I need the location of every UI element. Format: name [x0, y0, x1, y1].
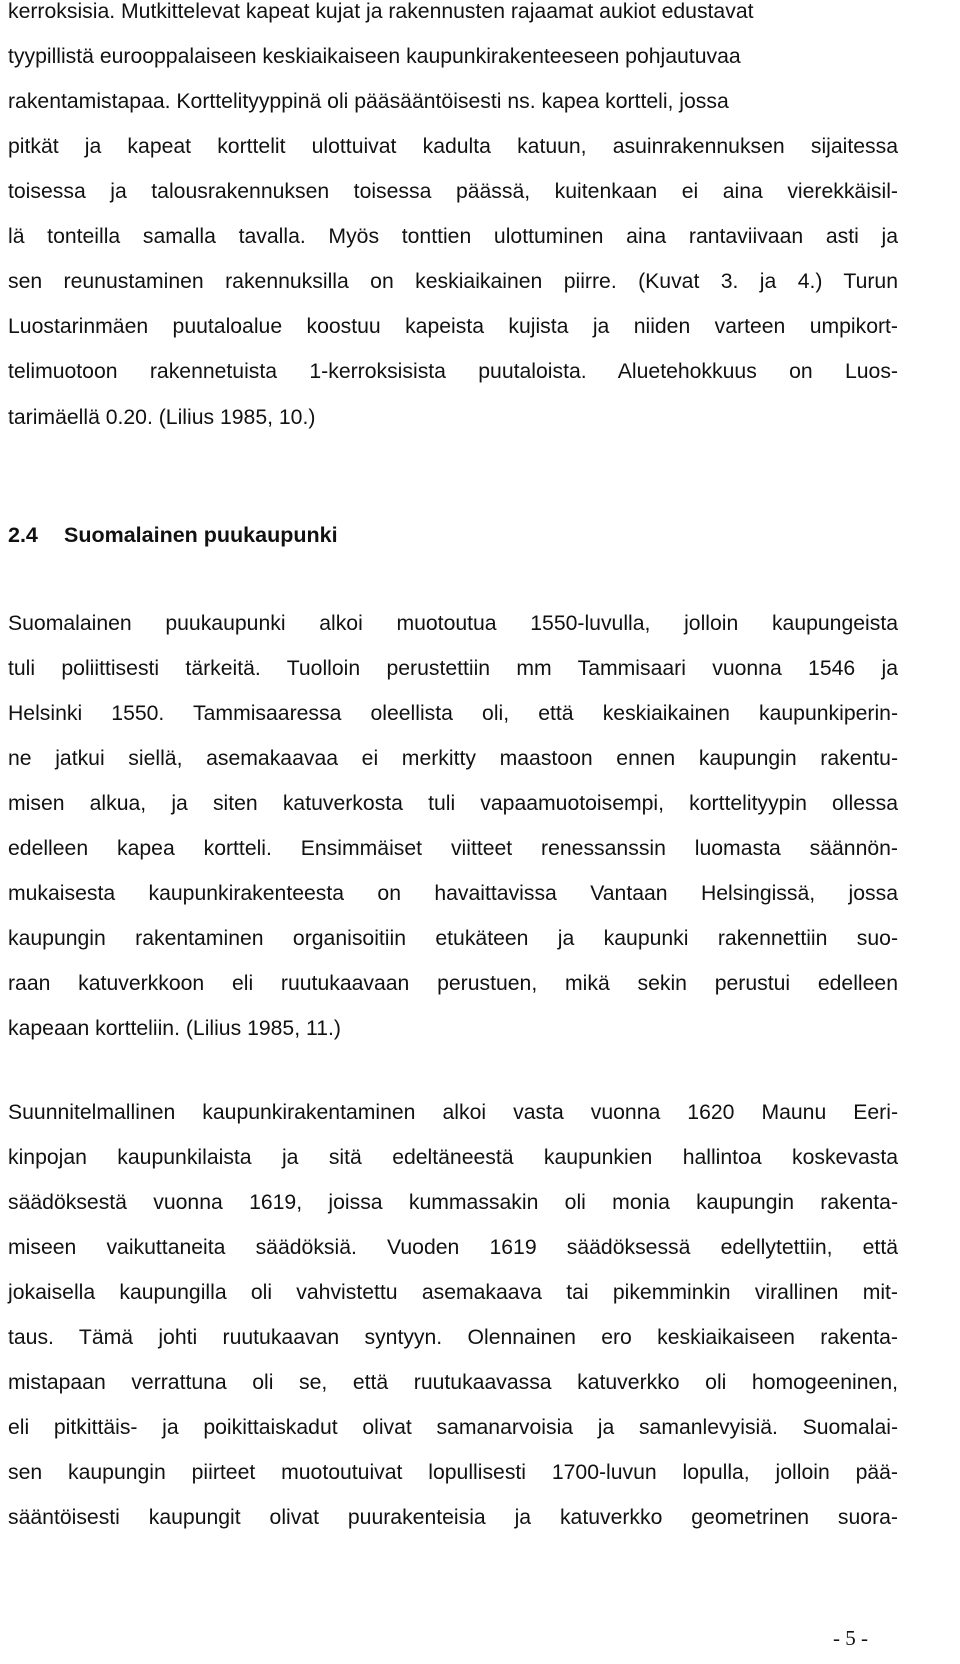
- page-number-footer: [0, 1624, 868, 1652]
- text-line: kinpojan kaupunkilaista ja sitä edeltäneestä kaupunkien hallintoa koskevasta: [8, 1146, 898, 1169]
- text-line: sääntöisesti kaupungit olivat puurakenteisia ja katuverkko geometrinen suora-: [8, 1506, 898, 1529]
- text-line: miseen vaikuttaneita säädöksiä. Vuoden 1619 säädöksessä edellytettiin, että: [8, 1236, 898, 1259]
- text-line: pitkät ja kapeat korttelit ulottuivat kadulta katuun, asuinrakennuksen sijaitessa: [8, 135, 898, 158]
- text-line: Suomalainen puukaupunki alkoi muotoutua 1550-luvulla, jolloin kaupungeista: [8, 612, 898, 635]
- text-line: raan katuverkkoon eli ruutukaavaan perustuen, mikä sekin perustui edelleen: [8, 972, 898, 995]
- text-line: Luostarinmäen puutaloalue koostuu kapeista kujista ja niiden varteen umpikort-: [8, 315, 898, 338]
- text-line: toisessa ja talousrakennuksen toisessa päässä, kuitenkaan ei aina vierekkäisil-: [8, 180, 898, 203]
- text-line: sen reunustaminen rakennuksilla on keskiaikainen piirre. (Kuvat 3. ja 4.) Turun: [8, 270, 898, 293]
- section-title: Suomalainen puukaupunki: [64, 523, 338, 547]
- text-line: telimuotoon rakennetuista 1-kerroksisista puutaloista. Aluetehokkuus on Luos-: [8, 360, 898, 383]
- text-line: säädöksestä vuonna 1619, joissa kummassakin oli monia kaupungin rakenta-: [8, 1191, 898, 1214]
- text-line: sen kaupungin piirteet muotoutuivat lopullisesti 1700-luvun lopulla, jolloin pää-: [8, 1461, 898, 1484]
- text-line: mukaisesta kaupunkirakenteesta on havaittavissa Vantaan Helsingissä, jossa: [8, 882, 898, 905]
- text-line: kerroksisia. Mutkittelevat kapeat kujat ja rakennusten rajaamat aukiot edustavat: [8, 0, 754, 23]
- text-line: tuli poliittisesti tärkeitä. Tuolloin perustettiin mm Tammisaari vuonna 1546 ja: [8, 657, 898, 680]
- text-line: misen alkua, ja siten katuverkosta tuli vapaamuotoisempi, korttelityypin ollessa: [8, 792, 898, 815]
- page-number: - 5 -: [833, 1626, 868, 1650]
- text-line: edelleen kapea kortteli. Ensimmäiset viitteet renessanssin luomasta säännön-: [8, 837, 898, 860]
- text-line: kapeaan kortteliin. (Lilius 1985, 11.): [8, 1017, 341, 1040]
- text-line: rakentamistapaa. Korttelityyppinä oli pääsääntöisesti ns. kapea kortteli, jossa: [8, 90, 729, 113]
- text-line: jokaisella kaupungilla oli vahvistettu asemakaava tai pikemminkin virallinen mit-: [8, 1281, 898, 1304]
- text-line: tarimäellä 0.20. (Lilius 1985, 10.): [8, 406, 316, 429]
- text-line: ne jatkui siellä, asemakaavaa ei merkitty maastoon ennen kaupungin rakentu-: [8, 747, 898, 770]
- text-line: taus. Tämä johti ruutukaavan syntyyn. Olennainen ero keskiaikaiseen rakenta-: [8, 1326, 898, 1349]
- section-number: 2.4: [8, 523, 38, 547]
- text-line: mistapaan verrattuna oli se, että ruutukaavassa katuverkko oli homogeeninen,: [8, 1371, 898, 1394]
- text-line: kaupungin rakentaminen organisoitiin etukäteen ja kaupunki rakennettiin suo-: [8, 927, 898, 950]
- text-line: tyypillistä eurooppalaiseen keskiaikaiseen kaupunkirakenteeseen pohjautuvaa: [8, 45, 741, 68]
- text-line: lä tonteilla samalla tavalla. Myös tonttien ulottuminen aina rantaviivaan asti ja: [8, 225, 898, 248]
- text-line: Suunnitelmallinen kaupunkirakentaminen alkoi vasta vuonna 1620 Maunu Eeri-: [8, 1101, 898, 1124]
- section-heading: [8, 521, 338, 549]
- text-line: Helsinki 1550. Tammisaaressa oleellista oli, että keskiaikainen kaupunkiperin-: [8, 702, 898, 725]
- text-line: eli pitkittäis- ja poikittaiskadut olivat samanarvoisia ja samanlevyisiä. Suomalai-: [8, 1416, 898, 1439]
